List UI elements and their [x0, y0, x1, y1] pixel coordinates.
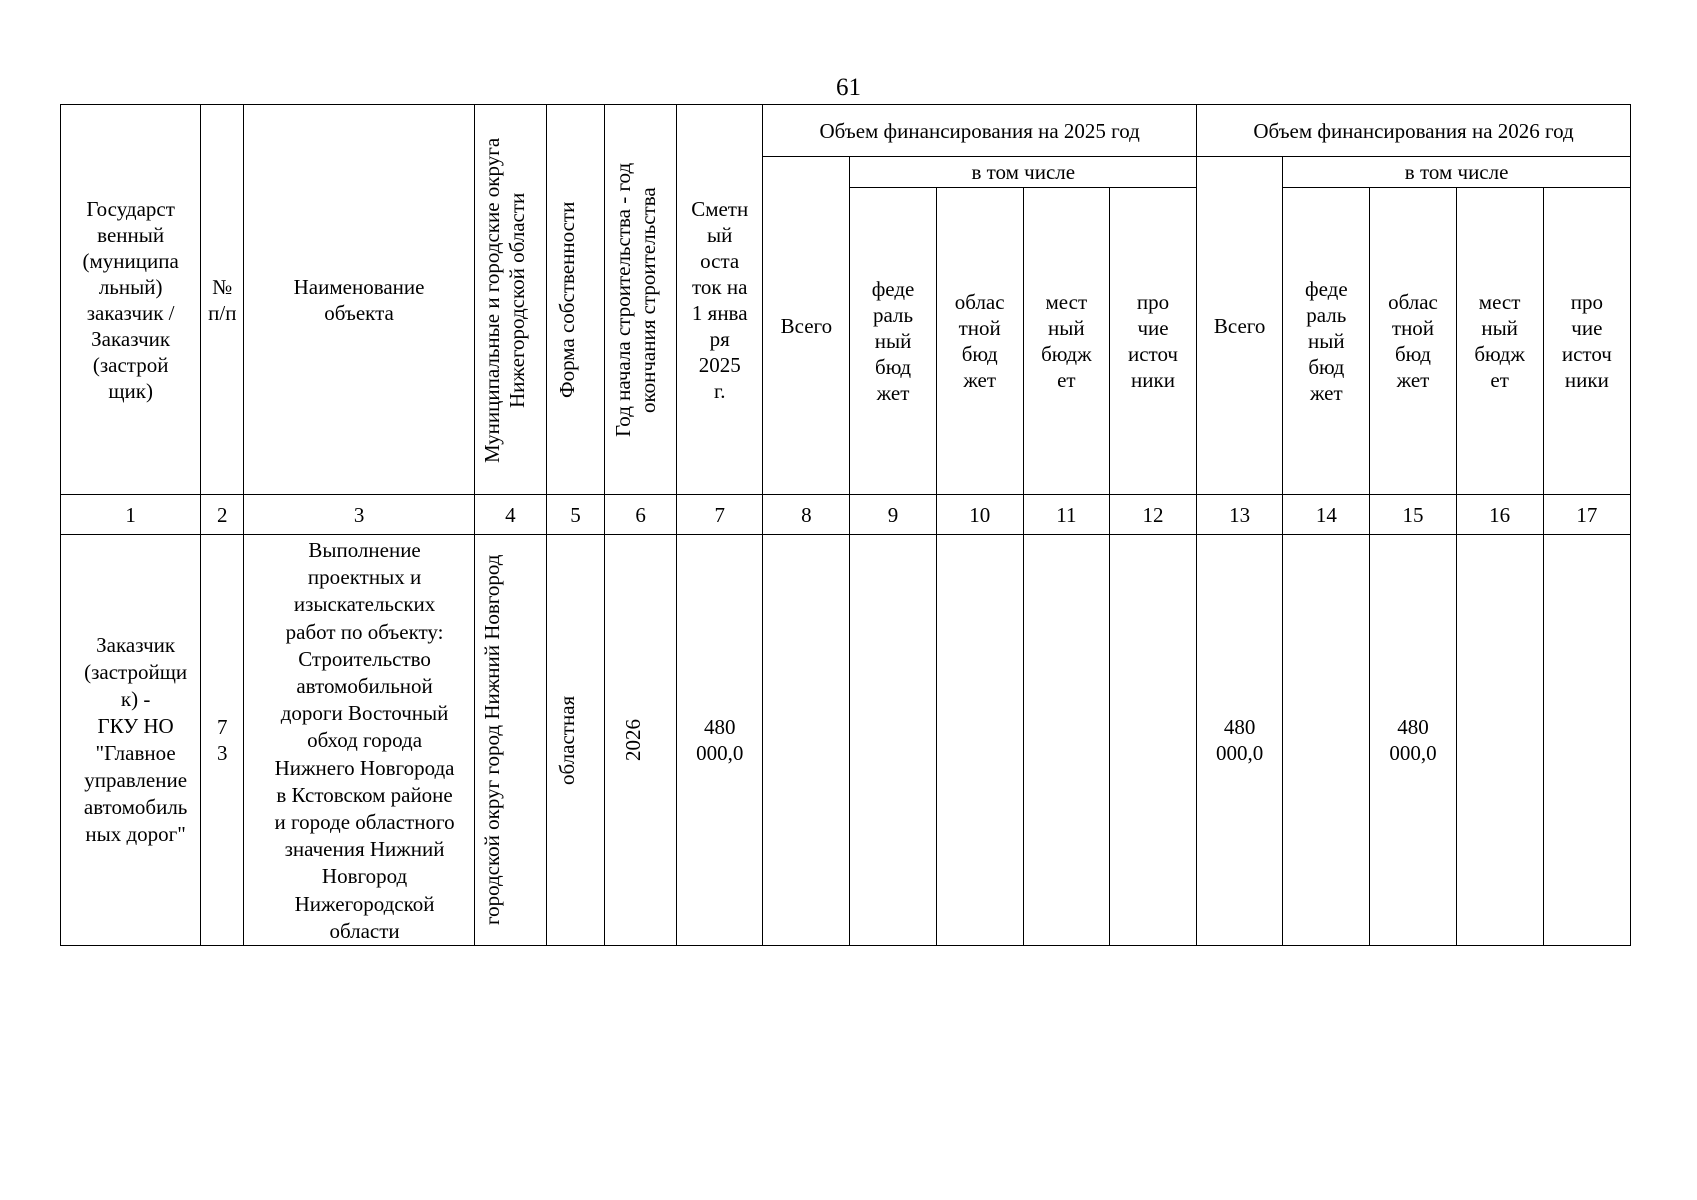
- cell-2026-federal: [1283, 535, 1370, 946]
- header-funding-2026: Объем финансирования на 2026 год: [1197, 105, 1631, 157]
- cell-ownership: областная: [555, 695, 580, 785]
- header-remaining-cost: Сметн ый оста ток на 1 янва ря 2025 г.: [677, 105, 763, 495]
- column-number: 5: [546, 495, 604, 535]
- column-number: 7: [677, 495, 763, 535]
- cell-2025-local: [1023, 535, 1109, 946]
- cell-years: 2026: [620, 719, 645, 762]
- cell-object-name: Выполнение проектных и изыскательских работ по объекту: Строительство автомобильной дороги Восточный обход города Нижнего Новгорода в Кстовском районе и городе областного значения Нижний Новгород Нижегородской области: [244, 535, 474, 946]
- header-2025-total: Всего: [763, 157, 850, 495]
- cell-2025-total: [763, 535, 850, 946]
- cell-2026-local: [1456, 535, 1543, 946]
- column-number: 3: [244, 495, 474, 535]
- header-2026-local: мест ный бюдж ет: [1456, 188, 1543, 495]
- header-number: № п/п: [201, 105, 244, 495]
- header-2025-including: в том числе: [850, 157, 1197, 188]
- header-ownership: Форма собственности: [555, 201, 580, 398]
- header-2026-other: про чие источ ники: [1543, 188, 1630, 495]
- column-number: 1: [61, 495, 201, 535]
- header-years: Год начала строительства - год окончания строительства: [610, 162, 660, 437]
- cell-municipality: городской округ город Нижний Новгород: [480, 554, 505, 926]
- header-2026-federal: феде раль ный бюд жет: [1283, 188, 1370, 495]
- column-number: 13: [1197, 495, 1283, 535]
- column-number: 17: [1543, 495, 1630, 535]
- cell-ownership-wrap: [546, 535, 604, 946]
- header-2026-regional: облас тной бюд жет: [1370, 188, 1456, 495]
- column-number: 4: [474, 495, 546, 535]
- column-number: 8: [763, 495, 850, 535]
- header-2025-local: мест ный бюдж ет: [1023, 188, 1109, 495]
- cell-number: 7 3: [201, 535, 244, 946]
- header-years-cell: [605, 105, 677, 495]
- cell-2026-other: [1543, 535, 1630, 946]
- column-number-row: [61, 495, 1631, 535]
- column-number: 11: [1023, 495, 1109, 535]
- header-municipality-cell: [474, 105, 546, 495]
- header-2025-regional: облас тной бюд жет: [936, 188, 1023, 495]
- cell-years-wrap: [605, 535, 677, 946]
- header-2025-federal: феде раль ный бюд жет: [850, 188, 936, 495]
- page-number: 61: [836, 74, 861, 101]
- cell-2026-total: 480 000,0: [1197, 535, 1283, 946]
- header-object-name: Наименование объекта: [244, 105, 474, 495]
- cell-2025-other: [1109, 535, 1196, 946]
- header-2026-total: Всего: [1197, 157, 1283, 495]
- cell-remaining-cost: 480 000,0: [677, 535, 763, 946]
- cell-municipality-wrap: [474, 535, 546, 946]
- header-ownership-cell: [546, 105, 604, 495]
- header-2025-other: про чие источ ники: [1109, 188, 1196, 495]
- column-number: 15: [1370, 495, 1456, 535]
- column-number: 2: [201, 495, 244, 535]
- header-2026-including: в том числе: [1283, 157, 1631, 188]
- cell-2025-federal: [850, 535, 936, 946]
- column-number: 9: [850, 495, 936, 535]
- header-funding-2025: Объем финансирования на 2025 год: [763, 105, 1197, 157]
- column-number: 6: [605, 495, 677, 535]
- header-municipality: Муниципальные и городские округа Нижегородской области: [480, 136, 530, 463]
- header-customer: Государст венный (муниципа льный) заказчик / Заказчик (застрой щик): [61, 105, 201, 495]
- column-number: 16: [1456, 495, 1543, 535]
- table-row: [61, 535, 1631, 946]
- column-number: 10: [936, 495, 1023, 535]
- cell-2025-regional: [936, 535, 1023, 946]
- cell-2026-regional: 480 000,0: [1370, 535, 1456, 946]
- column-number: 12: [1109, 495, 1196, 535]
- cell-customer: Заказчик (застройщи к) - ГКУ НО "Главное управление автомобиль ных дорог": [61, 535, 201, 946]
- column-number: 14: [1283, 495, 1370, 535]
- construction-funding-table: [60, 104, 1631, 946]
